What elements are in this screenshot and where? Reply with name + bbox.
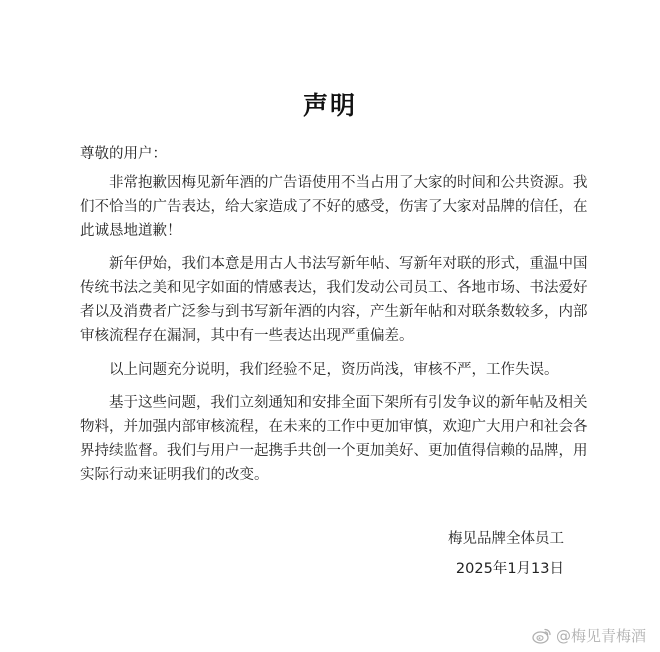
paragraph-admission: 以上问题充分说明，我们经验不足，资历尚浅，审核不严，工作失误。 bbox=[109, 361, 559, 378]
signature-block bbox=[448, 524, 564, 584]
signature-date: 2025年1月13日 bbox=[455, 561, 564, 577]
signature-name: 梅见品牌全体员工 bbox=[448, 531, 564, 547]
weibo-icon bbox=[532, 627, 552, 644]
watermark-text: @梅见青梅酒 bbox=[555, 627, 646, 645]
document-title: 声明 bbox=[302, 91, 357, 120]
document-body bbox=[80, 172, 590, 498]
paragraph-apology: 非常抱歉因梅见新年酒的广告语使用不当占用了大家的时间和公共资源。我们不恰当的广告表达，给大家造成了不好的感受，伤害了大家对品牌的信任，在此诚恳地道歉！ bbox=[80, 175, 588, 239]
paragraph-actions: 基于这些问题，我们立刻通知和安排全面下架所有引发争议的新年帖及相关物料，并加强内部审核流程，在未来的工作中更加审慎，欢迎广大用户和社会各界持续监督。我们与用户一起携手共创一个更加美好、更加值得信赖的品牌，用实际行动来证明我们的改变。 bbox=[80, 395, 588, 483]
salutation: 尊敬的用户： bbox=[80, 146, 167, 162]
watermark bbox=[532, 625, 646, 646]
paragraph-background: 新年伊始，我们本意是用古人书法写新年帖、写新年对联的形式，重温中国传统书法之美和见字如面的情感表达，我们发动公司员工、各地市场、书法爱好者以及消费者广泛参与到书写新年酒的内容，产生新年帖和对联条数较多，内部审核流程存在漏洞，其中有一些表达出现严重偏差。 bbox=[80, 256, 588, 344]
